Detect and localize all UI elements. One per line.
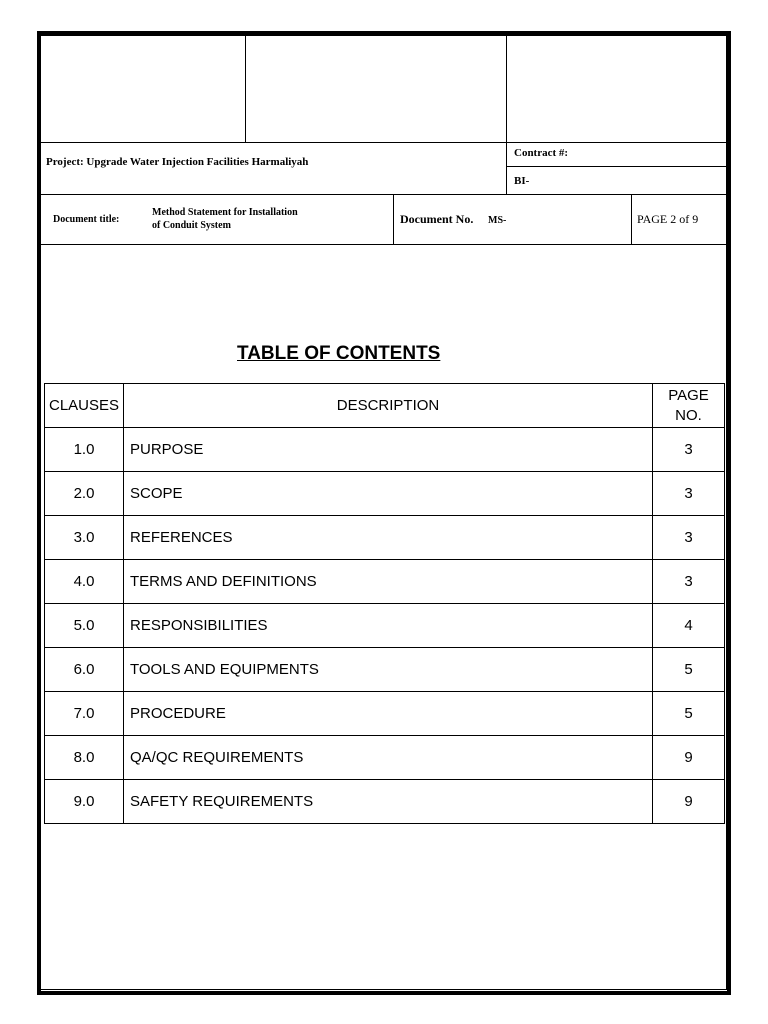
logo-box-divider-2	[506, 35, 507, 194]
header-divider-1	[40, 142, 727, 143]
table-row	[45, 736, 725, 780]
table-row	[45, 428, 725, 472]
contract-label: Contract #:	[514, 147, 569, 159]
clause-page: 3	[653, 472, 725, 516]
clause-number: 9.0	[45, 780, 124, 824]
table-row	[45, 472, 725, 516]
toc-title: TABLE OF CONTENTS	[237, 343, 441, 364]
clause-number: 5.0	[45, 604, 124, 648]
clause-description: TOOLS AND EQUIPMENTS	[124, 648, 653, 692]
header-divider-3	[40, 244, 727, 245]
document-title-label: Document title:	[53, 214, 120, 225]
table-row	[45, 780, 725, 824]
clause-description: REFERENCES	[124, 516, 653, 560]
clause-description: RESPONSIBILITIES	[124, 604, 653, 648]
clause-page: 3	[653, 428, 725, 472]
document-number-label: Document No.	[400, 212, 474, 226]
bi-label: BI-	[514, 175, 530, 187]
table-row	[45, 692, 725, 736]
project-name: Project: Upgrade Water Injection Facilities Harmaliyah	[46, 156, 309, 168]
contract-divider	[506, 166, 727, 167]
table-row	[45, 604, 725, 648]
clause-number: 2.0	[45, 472, 124, 516]
clause-number: 4.0	[45, 560, 124, 604]
table-row	[45, 560, 725, 604]
header-divider-2	[40, 194, 727, 195]
clause-description: SAFETY REQUIREMENTS	[124, 780, 653, 824]
doc-title-divider	[393, 194, 394, 244]
page-number: PAGE 2 of 9	[637, 212, 699, 226]
document-number-value: MS-	[488, 215, 507, 226]
clause-page: 4	[653, 604, 725, 648]
table-row	[45, 516, 725, 560]
toc-header-row	[45, 384, 725, 428]
clause-page: 3	[653, 516, 725, 560]
clause-number: 6.0	[45, 648, 124, 692]
col-header-clauses: CLAUSES	[45, 384, 124, 428]
doc-no-divider	[631, 194, 632, 244]
clause-number: 1.0	[45, 428, 124, 472]
clause-page: 9	[653, 780, 725, 824]
table-row	[45, 648, 725, 692]
clause-description: QA/QC REQUIREMENTS	[124, 736, 653, 780]
clause-description: SCOPE	[124, 472, 653, 516]
clause-description: TERMS AND DEFINITIONS	[124, 560, 653, 604]
clause-page: 5	[653, 648, 725, 692]
toc-table	[44, 383, 725, 824]
clause-page: 5	[653, 692, 725, 736]
clause-number: 7.0	[45, 692, 124, 736]
col-header-description: DESCRIPTION	[124, 384, 653, 428]
clause-description: PURPOSE	[124, 428, 653, 472]
document-title-line2: of Conduit System	[152, 220, 231, 231]
col-header-page-line2: NO.	[675, 406, 702, 424]
col-header-page-line1: PAGE	[668, 386, 709, 404]
col-header-page-no	[653, 384, 725, 428]
clause-number: 3.0	[45, 516, 124, 560]
logo-box-divider-1	[245, 35, 246, 142]
clause-page: 9	[653, 736, 725, 780]
clause-number: 8.0	[45, 736, 124, 780]
clause-page: 3	[653, 560, 725, 604]
document-title-line1: Method Statement for Installation	[152, 207, 298, 218]
clause-description: PROCEDURE	[124, 692, 653, 736]
